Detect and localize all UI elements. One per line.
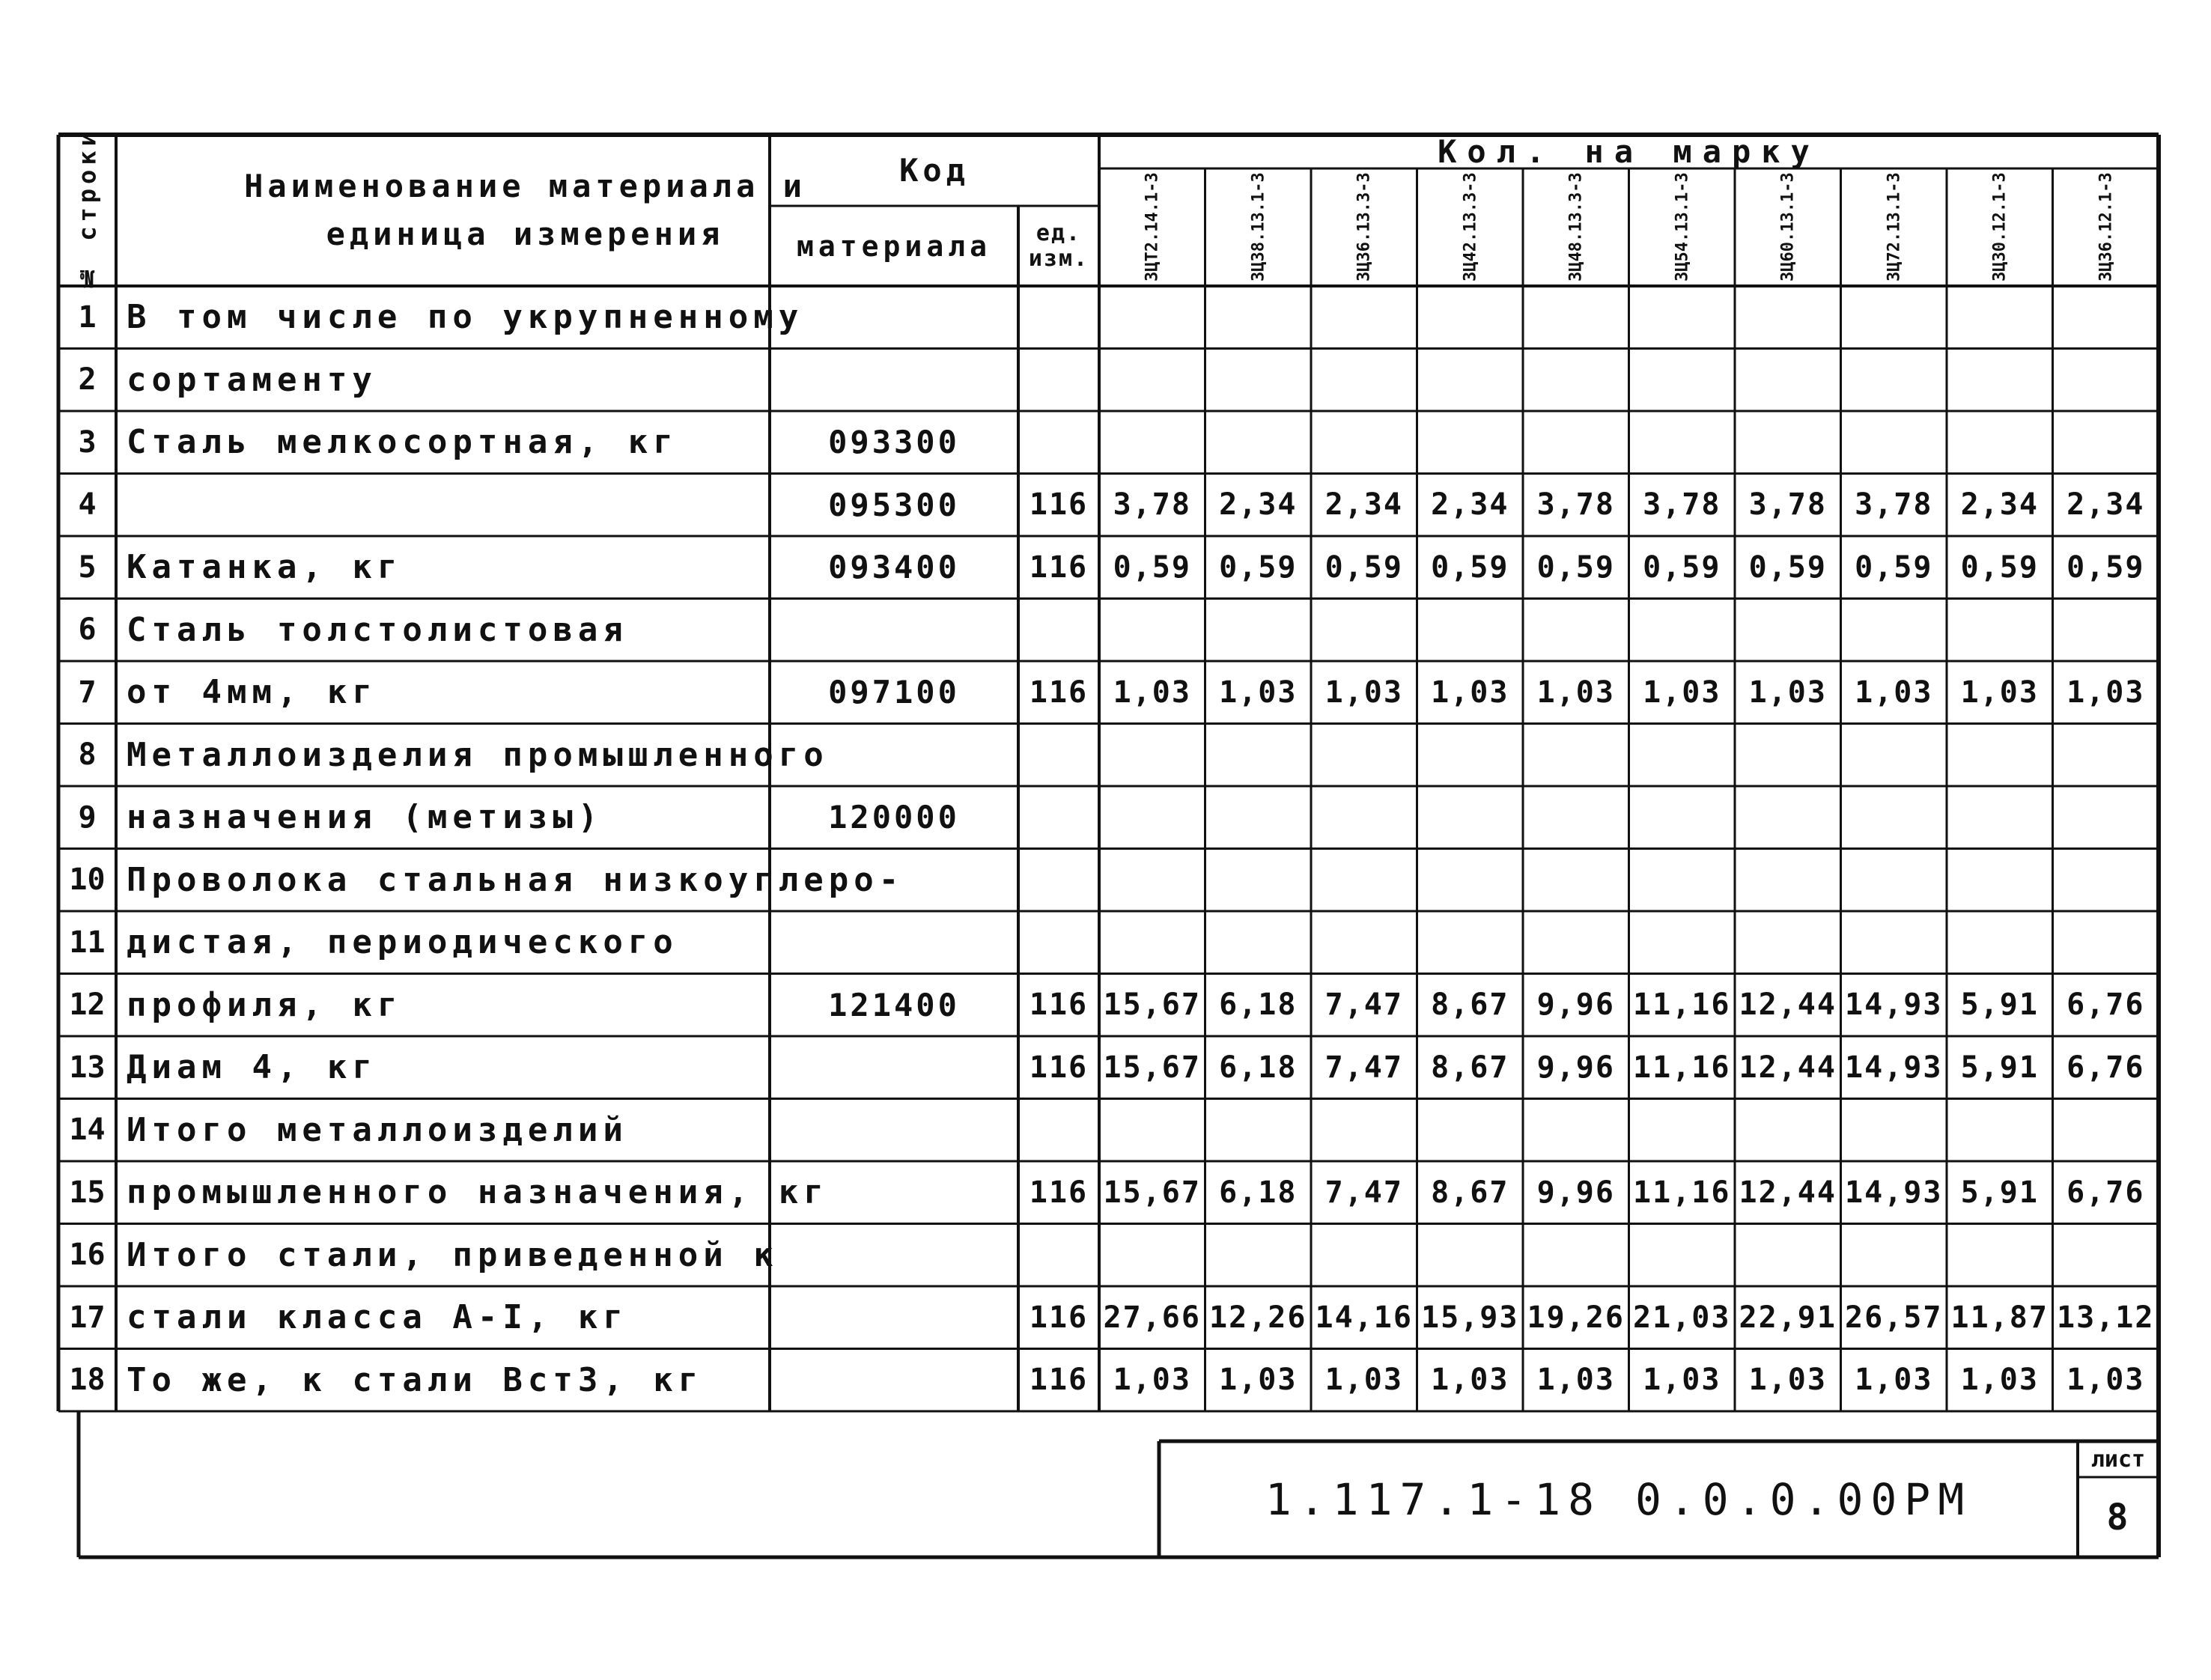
quantity-value <box>1947 849 2053 912</box>
quantity-value <box>1947 286 2053 349</box>
quantity-value: 1,03 <box>1960 1363 2039 1398</box>
material-code <box>770 1036 1018 1099</box>
quantity-value: 14,16 <box>1315 1300 1413 1335</box>
quantity-value <box>1947 1099 2053 1162</box>
unit-code <box>1018 786 1099 849</box>
material-name: Проволока стальная низкоуглеро- <box>127 860 904 899</box>
quantity-value <box>1629 911 1736 974</box>
quantity-value <box>1205 599 1312 662</box>
material-name: назначения (метизы) <box>127 798 603 837</box>
header-mark: 3Ц38.13.1-3 <box>1248 172 1268 282</box>
quantity-value: 6,76 <box>2066 987 2145 1023</box>
quantity-value <box>2053 786 2159 849</box>
quantity-value <box>1205 911 1312 974</box>
quantity-value: 15,67 <box>1103 1050 1201 1085</box>
material-name: Сталь мелкосортная, кг <box>127 423 678 462</box>
quantity-value <box>1841 286 1947 349</box>
header-code-material: материала <box>797 229 991 263</box>
quantity-value <box>1205 411 1312 474</box>
row-number: 2 <box>78 362 97 398</box>
material-code: 097100 <box>828 674 960 711</box>
quantity-value <box>1947 1224 2053 1287</box>
quantity-value: 6,18 <box>1219 1050 1298 1085</box>
material-name: стали класса А-I, кг <box>127 1298 628 1337</box>
quantity-value <box>2053 911 2159 974</box>
quantity-value <box>1205 349 1312 412</box>
quantity-value <box>1841 1224 1947 1287</box>
row-number: 6 <box>78 612 97 648</box>
header-mark: 3Ц30.12.1-3 <box>1990 172 2010 282</box>
row-number: 18 <box>69 1363 106 1398</box>
row-number: 3 <box>78 424 97 460</box>
quantity-value <box>1841 849 1947 912</box>
quantity-value: 11,16 <box>1633 1175 1731 1210</box>
material-code: 093400 <box>828 549 960 586</box>
quantity-value: 11,16 <box>1633 1050 1731 1085</box>
quantity-value: 1,03 <box>1113 1363 1191 1398</box>
quantity-value: 1,03 <box>1113 675 1191 710</box>
quantity-value: 15,67 <box>1103 1175 1201 1210</box>
quantity-value <box>1099 286 1205 349</box>
quantity-value <box>1417 1224 1524 1287</box>
quantity-value: 1,03 <box>1643 675 1721 710</box>
quantity-value <box>1735 786 1841 849</box>
quantity-value <box>1311 286 1417 349</box>
quantity-value <box>1099 1099 1205 1162</box>
quantity-value: 2,34 <box>1325 487 1403 523</box>
header-code-unit: ед. изм. <box>1028 219 1089 272</box>
quantity-value <box>1311 349 1417 412</box>
material-name: В том числе по укрупненному <box>127 298 804 337</box>
quantity-value <box>1205 1099 1312 1162</box>
quantity-value <box>1735 599 1841 662</box>
quantity-value: 9,96 <box>1536 987 1615 1023</box>
quantity-value <box>1841 911 1947 974</box>
quantity-value: 0,59 <box>2066 550 2145 585</box>
quantity-value <box>2053 411 2159 474</box>
quantity-value: 15,67 <box>1103 987 1201 1023</box>
material-name <box>116 474 780 537</box>
unit-code <box>1018 849 1099 912</box>
quantity-value <box>1417 599 1524 662</box>
row-number: 16 <box>69 1238 106 1273</box>
quantity-value: 1,03 <box>1748 1363 1827 1398</box>
quantity-value: 1,03 <box>1431 1363 1509 1398</box>
header-mark: 3Ц54.13.1-3 <box>1672 172 1691 282</box>
quantity-value <box>1523 286 1629 349</box>
quantity-value: 1,03 <box>2066 1363 2145 1398</box>
quantity-value: 0,59 <box>1960 550 2039 585</box>
quantity-value: 0,59 <box>1643 550 1721 585</box>
quantity-value <box>1629 849 1736 912</box>
quantity-value <box>1841 411 1947 474</box>
material-code <box>770 1286 1018 1349</box>
unit-code: 116 <box>1029 1175 1089 1210</box>
unit-code <box>1018 1099 1099 1162</box>
quantity-value: 1,03 <box>1219 675 1298 710</box>
quantity-value <box>1099 911 1205 974</box>
quantity-value: 27,66 <box>1103 1300 1201 1335</box>
quantity-value <box>2053 286 2159 349</box>
quantity-value: 1,03 <box>1643 1363 1721 1398</box>
quantity-value: 14,93 <box>1845 1175 1943 1210</box>
quantity-value: 1,03 <box>1536 675 1615 710</box>
quantity-value <box>1629 1099 1736 1162</box>
material-code <box>770 849 1018 912</box>
quantity-value <box>1417 286 1524 349</box>
row-number: 7 <box>78 675 97 710</box>
quantity-value: 22,91 <box>1739 1300 1837 1335</box>
quantity-value <box>1417 411 1524 474</box>
quantity-value: 5,91 <box>1960 1050 2039 1085</box>
quantity-value: 8,67 <box>1431 1175 1509 1210</box>
quantity-value <box>1311 1099 1417 1162</box>
quantity-value <box>1417 349 1524 412</box>
quantity-value: 1,03 <box>1960 675 2039 710</box>
quantity-value <box>1311 1224 1417 1287</box>
quantity-value <box>1417 849 1524 912</box>
quantity-value <box>1523 349 1629 412</box>
quantity-value <box>1947 599 2053 662</box>
quantity-value: 12,26 <box>1209 1300 1307 1335</box>
quantity-value: 3,78 <box>1536 487 1615 523</box>
quantity-value: 0,59 <box>1431 550 1509 585</box>
material-code: 120000 <box>828 799 960 836</box>
row-number: 4 <box>78 487 97 523</box>
quantity-value <box>1629 286 1736 349</box>
quantity-value: 14,93 <box>1845 1050 1943 1085</box>
material-code <box>770 1161 1018 1224</box>
quantity-value <box>1523 599 1629 662</box>
quantity-value <box>1735 349 1841 412</box>
material-name: дистая, периодического <box>127 923 678 962</box>
quantity-value <box>1523 724 1629 787</box>
sheet-label: лист <box>2090 1446 2146 1473</box>
quantity-value <box>1735 286 1841 349</box>
material-name: Диам 4, кг <box>127 1048 377 1087</box>
quantity-value: 12,44 <box>1739 1175 1837 1210</box>
quantity-value <box>2053 724 2159 787</box>
quantity-value: 1,03 <box>1536 1363 1615 1398</box>
quantity-value: 2,34 <box>2066 487 2145 523</box>
quantity-value: 0,59 <box>1536 550 1615 585</box>
header-mark: 3Ц36.13.3-3 <box>1354 172 1374 282</box>
quantity-value <box>1523 786 1629 849</box>
quantity-value <box>1629 411 1736 474</box>
quantity-value <box>1417 786 1524 849</box>
header-code: Код <box>899 152 970 189</box>
quantity-value <box>1629 599 1736 662</box>
quantity-value: 19,26 <box>1527 1300 1625 1335</box>
quantity-value: 0,59 <box>1113 550 1191 585</box>
unit-code <box>1018 349 1099 412</box>
quantity-value <box>1311 599 1417 662</box>
quantity-value: 21,03 <box>1633 1300 1731 1335</box>
quantity-value <box>1735 911 1841 974</box>
quantity-value <box>1735 1224 1841 1287</box>
quantity-value: 6,76 <box>2066 1050 2145 1085</box>
quantity-value <box>1099 849 1205 912</box>
quantity-value: 11,87 <box>1950 1300 2049 1335</box>
quantity-value <box>1205 786 1312 849</box>
header-mark: 3Ц42.13.3-3 <box>1460 172 1479 282</box>
quantity-value <box>1629 1224 1736 1287</box>
quantity-value <box>1311 911 1417 974</box>
header-row-no: № строки <box>73 127 102 293</box>
unit-code <box>1018 286 1099 349</box>
quantity-value <box>1417 724 1524 787</box>
unit-code <box>1018 724 1099 787</box>
quantity-value: 9,96 <box>1536 1050 1615 1085</box>
quantity-value: 14,93 <box>1845 987 1943 1023</box>
material-code: 093300 <box>828 424 960 461</box>
material-code <box>770 724 1018 787</box>
material-code <box>770 1099 1018 1162</box>
row-number: 12 <box>69 987 106 1023</box>
material-name: То же, к стали Вст3, кг <box>127 1360 704 1399</box>
quantity-value: 2,34 <box>1431 487 1509 523</box>
quantity-value <box>1947 349 2053 412</box>
document-code: 1.117.1-18 0.0.0.00РМ <box>1265 1473 1972 1525</box>
quantity-value <box>1735 411 1841 474</box>
quantity-value <box>1523 849 1629 912</box>
material-name: Сталь толстолистовая <box>127 610 628 649</box>
unit-code: 116 <box>1029 675 1089 710</box>
quantity-value: 8,67 <box>1431 987 1509 1023</box>
material-code: 121400 <box>828 986 960 1023</box>
quantity-value <box>2053 849 2159 912</box>
header-mark: 3Ц72.13.1-3 <box>1884 172 1903 282</box>
quantity-value: 6,18 <box>1219 987 1298 1023</box>
unit-code <box>1018 411 1099 474</box>
quantity-value: 3,78 <box>1855 487 1933 523</box>
header-mark: 3Ц36.12.1-3 <box>2096 172 2115 282</box>
quantity-value <box>1841 349 1947 412</box>
quantity-value: 1,03 <box>1748 675 1827 710</box>
row-number: 10 <box>69 862 106 898</box>
header-mark: 3Ц60.13.1-3 <box>1778 172 1798 282</box>
quantity-value: 3,78 <box>1643 487 1721 523</box>
quantity-value: 0,59 <box>1219 550 1298 585</box>
quantity-value <box>1417 911 1524 974</box>
material-name: Катанка, кг <box>127 548 403 587</box>
quantity-value: 1,03 <box>1219 1363 1298 1398</box>
quantity-value: 13,12 <box>2057 1300 2155 1335</box>
header-mark: 3ЦТ2.14.1-3 <box>1143 172 1162 282</box>
quantity-value <box>1099 349 1205 412</box>
material-name: профиля, кг <box>127 985 403 1024</box>
quantity-value <box>1523 911 1629 974</box>
header-name: Наименование материала и единица измерения <box>244 168 806 252</box>
quantity-value <box>1205 724 1312 787</box>
quantity-value: 6,18 <box>1219 1175 1298 1210</box>
quantity-value <box>1311 411 1417 474</box>
row-number: 13 <box>69 1050 106 1085</box>
quantity-value: 0,59 <box>1325 550 1403 585</box>
row-number: 8 <box>78 737 97 773</box>
quantity-value: 2,34 <box>1219 487 1298 523</box>
quantity-value: 7,47 <box>1325 1050 1403 1085</box>
quantity-value: 6,76 <box>2066 1175 2145 1210</box>
unit-code <box>1018 911 1099 974</box>
row-number: 15 <box>69 1175 106 1210</box>
material-code <box>770 599 1018 662</box>
quantity-value: 0,59 <box>1855 550 1933 585</box>
material-code <box>770 1224 1018 1287</box>
quantity-value <box>1099 724 1205 787</box>
quantity-value: 5,91 <box>1960 987 2039 1023</box>
quantity-value <box>2053 1224 2159 1287</box>
quantity-value: 5,91 <box>1960 1175 2039 1210</box>
quantity-value: 7,47 <box>1325 1175 1403 1210</box>
quantity-value: 3,78 <box>1113 487 1191 523</box>
row-number: 17 <box>69 1300 106 1335</box>
quantity-value <box>1629 786 1736 849</box>
quantity-value <box>1311 849 1417 912</box>
quantity-value <box>1311 724 1417 787</box>
quantity-value: 15,93 <box>1421 1300 1519 1335</box>
row-number: 5 <box>78 550 97 585</box>
material-name: Итого металлоизделий <box>127 1110 628 1149</box>
material-code: 095300 <box>828 486 960 523</box>
unit-code: 116 <box>1029 1300 1089 1335</box>
quantity-value: 8,67 <box>1431 1050 1509 1085</box>
material-name: промышленного назначения, кг <box>127 1173 829 1212</box>
quantity-value <box>1947 786 2053 849</box>
unit-code <box>1018 599 1099 662</box>
unit-code: 116 <box>1029 1363 1089 1398</box>
material-code <box>770 911 1018 974</box>
material-code <box>770 349 1018 412</box>
material-name: Итого стали, приведенной к <box>127 1235 779 1274</box>
quantity-value <box>1841 786 1947 849</box>
row-number: 14 <box>69 1113 106 1148</box>
quantity-value <box>1205 286 1312 349</box>
quantity-value: 1,03 <box>1325 1363 1403 1398</box>
unit-code: 116 <box>1029 1050 1089 1085</box>
material-code <box>770 286 1018 349</box>
unit-code: 116 <box>1029 550 1089 585</box>
unit-code: 116 <box>1029 987 1089 1023</box>
quantity-value <box>1629 349 1736 412</box>
quantity-value: 1,03 <box>1325 675 1403 710</box>
quantity-value <box>1735 724 1841 787</box>
quantity-value <box>1311 786 1417 849</box>
quantity-value <box>1947 911 2053 974</box>
quantity-value: 12,44 <box>1739 1050 1837 1085</box>
quantity-value <box>1841 724 1947 787</box>
quantity-value <box>1841 1099 1947 1162</box>
quantity-value <box>1947 411 2053 474</box>
quantity-value <box>1629 724 1736 787</box>
quantity-value <box>1099 786 1205 849</box>
quantity-value: 1,03 <box>1855 1363 1933 1398</box>
quantity-value: 1,03 <box>1431 675 1509 710</box>
row-number: 11 <box>69 925 106 960</box>
quantity-value: 7,47 <box>1325 987 1403 1023</box>
quantity-value: 3,78 <box>1748 487 1827 523</box>
quantity-value <box>2053 599 2159 662</box>
quantity-value <box>1735 849 1841 912</box>
quantity-value: 1,03 <box>2066 675 2145 710</box>
row-number: 1 <box>78 299 97 335</box>
quantity-value <box>1523 1099 1629 1162</box>
row-number: 9 <box>78 800 97 835</box>
quantity-value <box>1523 411 1629 474</box>
quantity-value: 9,96 <box>1536 1175 1615 1210</box>
quantity-value <box>1205 1224 1312 1287</box>
quantity-value <box>2053 1099 2159 1162</box>
quantity-value: 1,03 <box>1855 675 1933 710</box>
quantity-value: 2,34 <box>1960 487 2039 523</box>
sheet-number: 8 <box>2106 1496 2130 1539</box>
quantity-value <box>1099 599 1205 662</box>
quantity-value <box>1841 599 1947 662</box>
quantity-value <box>1099 1224 1205 1287</box>
material-name: Металлоизделия промышленного <box>127 735 829 774</box>
quantity-value <box>1205 849 1312 912</box>
unit-code: 116 <box>1029 487 1089 523</box>
unit-code <box>1018 1224 1099 1287</box>
quantity-value <box>1735 1099 1841 1162</box>
quantity-value <box>1947 724 2053 787</box>
quantity-value <box>2053 349 2159 412</box>
material-name: от 4мм, кг <box>127 673 377 712</box>
quantity-value: 0,59 <box>1748 550 1827 585</box>
quantity-value: 11,16 <box>1633 987 1731 1023</box>
header-qty-per-mark: Кол. на марку <box>1438 133 1820 170</box>
quantity-value <box>1417 1099 1524 1162</box>
quantity-value <box>1099 411 1205 474</box>
material-code <box>770 1349 1018 1412</box>
material-name: сортаменту <box>127 360 377 399</box>
quantity-value <box>1523 1224 1629 1287</box>
header-mark: 3Ц48.13.3-3 <box>1566 172 1586 282</box>
quantity-value: 12,44 <box>1739 987 1837 1023</box>
quantity-value: 26,57 <box>1845 1300 1943 1335</box>
